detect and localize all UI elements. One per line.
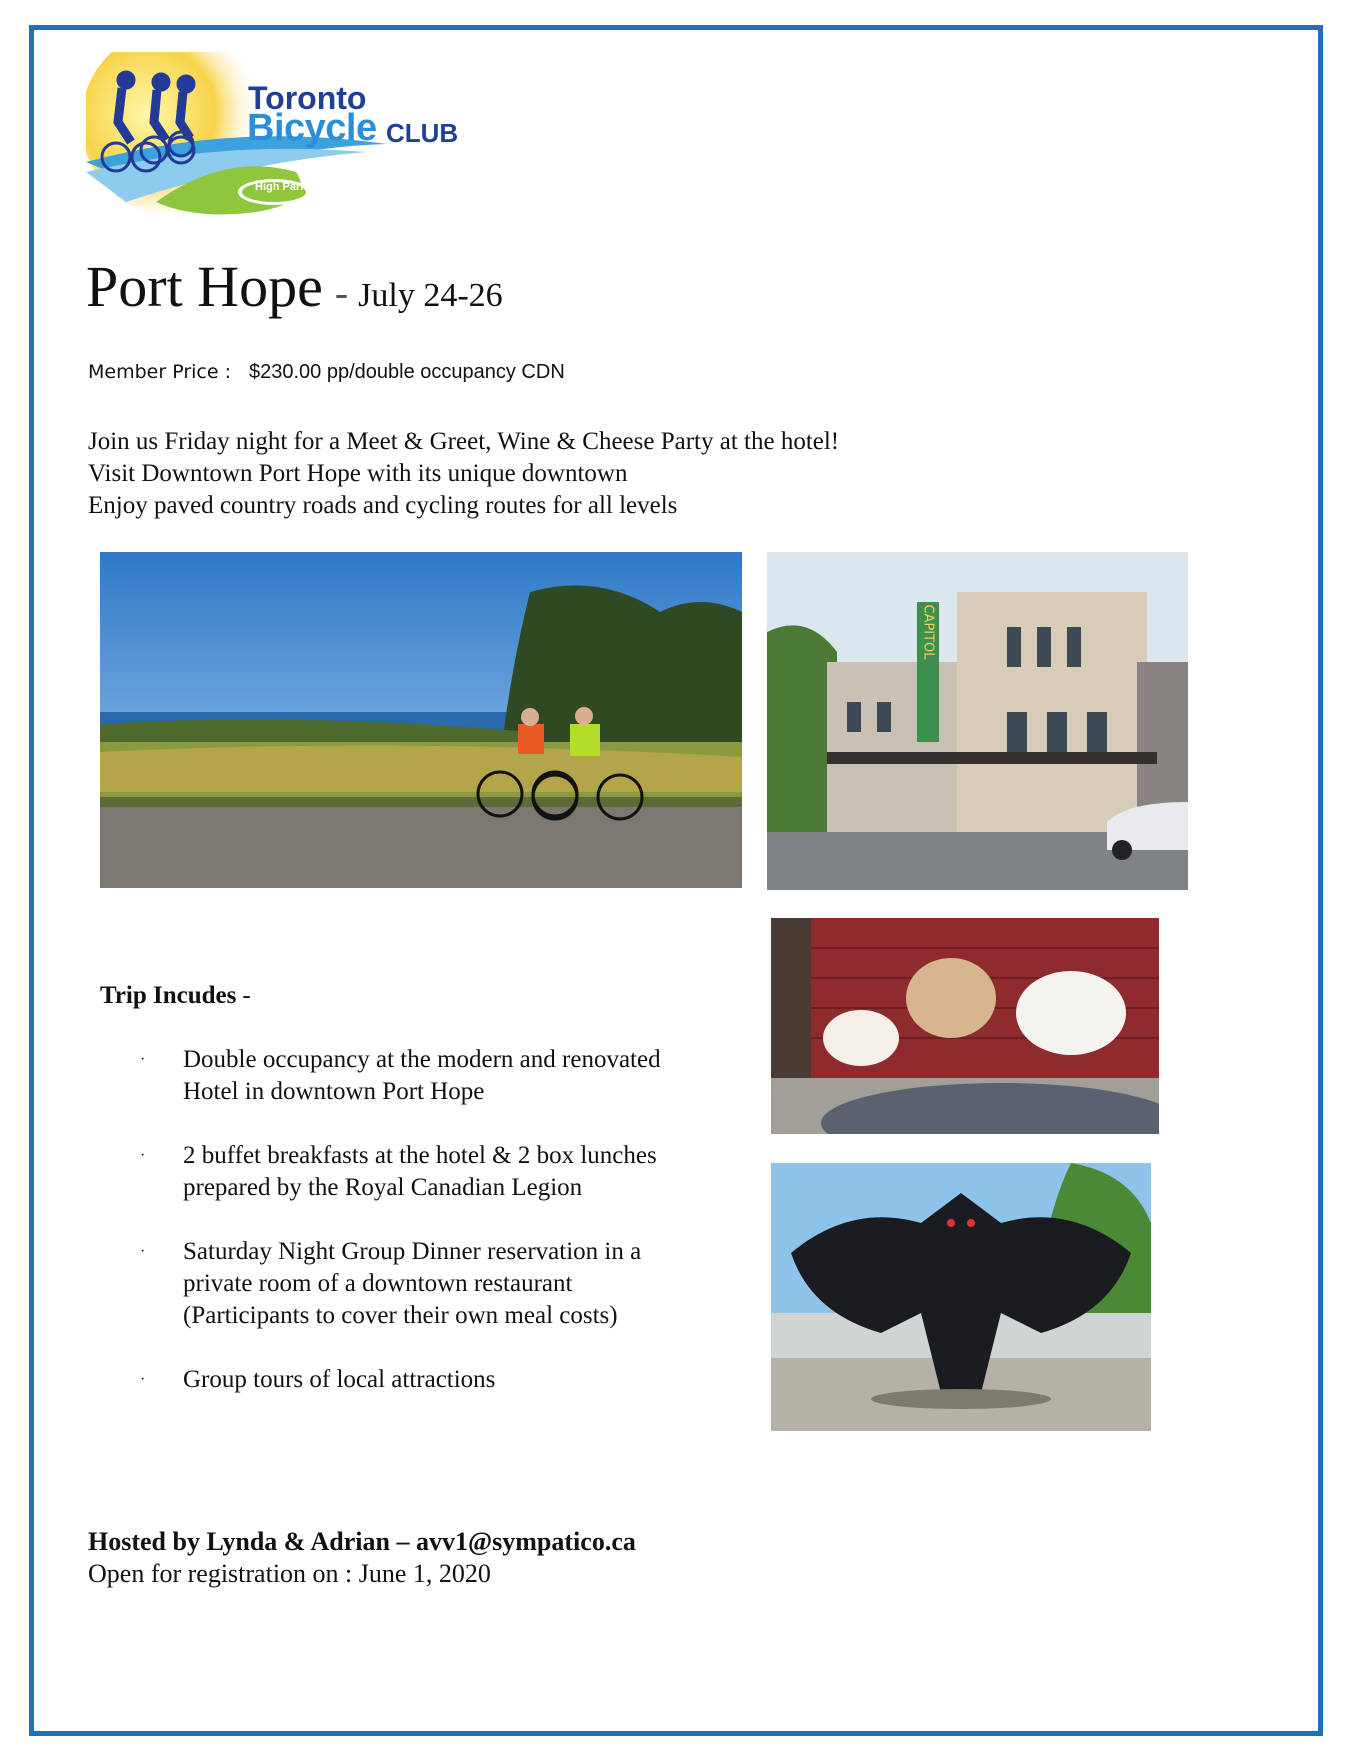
- includes-list: [140, 1044, 740, 1396]
- logo-badge-high-park: High Park: [255, 181, 307, 193]
- price-value: $230.00 pp/double occupancy CDN: [248, 361, 565, 383]
- price-label: Member Price :: [88, 361, 231, 383]
- intro-line: Enjoy paved country roads and cycling routes for all levels: [88, 492, 678, 519]
- title-dates: July 24-26: [358, 277, 503, 314]
- bullet: ·: [140, 1243, 146, 1260]
- list-item-text: Double occupancy at the modern and renovated Hotel in downtown Port Hope: [183, 1046, 661, 1105]
- registration-date: Open for registration on : June 1, 2020: [88, 1559, 491, 1588]
- title-dash: -: [334, 270, 349, 315]
- intro-line: Visit Downtown Port Hope with its unique downtown: [88, 460, 628, 487]
- list-item: [140, 1044, 740, 1108]
- member-price: [88, 361, 565, 384]
- logo-text-bicycle: Bicycle: [247, 107, 377, 149]
- list-item-text: 2 buffet breakfasts at the hotel & 2 box lunches prepared by the Royal Canadian Legion: [183, 1142, 657, 1201]
- title-destination: Port Hope: [86, 254, 323, 319]
- list-item-text: Saturday Night Group Dinner reservation in a private room of a downtown restaurant (Participants to cover their own meal costs): [183, 1238, 642, 1329]
- list-item-text: Group tours of local attractions: [183, 1366, 496, 1393]
- list-item: [140, 1364, 740, 1396]
- includes-dash: -: [242, 982, 251, 1009]
- intro-line: Join us Friday night for a Meet & Greet, Wine & Cheese Party at the hotel!: [88, 428, 840, 455]
- capitol-sign: CAPITOL: [920, 604, 936, 660]
- includes-title: Trip Incudes: [100, 982, 237, 1009]
- host-info: [88, 1526, 636, 1590]
- photo-goats: [771, 918, 1159, 1134]
- bullet: ·: [140, 1371, 146, 1388]
- logo-text-club: CLUB: [386, 118, 459, 148]
- photo-downtown-capitol: [767, 552, 1188, 890]
- bullet: ·: [140, 1051, 146, 1068]
- list-item: [140, 1236, 740, 1332]
- page-title: [86, 254, 503, 319]
- includes-heading: [100, 982, 251, 1010]
- photo-cyclists-road: [100, 552, 742, 888]
- list-item: [140, 1140, 740, 1204]
- intro-text: [88, 426, 839, 522]
- hosted-by: Hosted by Lynda & Adrian – avv1@sympatico.ca: [88, 1527, 636, 1556]
- photo-dragon-sculpture: [771, 1163, 1151, 1431]
- logo-text-toronto: Toronto: [248, 80, 367, 116]
- bullet: ·: [140, 1147, 146, 1164]
